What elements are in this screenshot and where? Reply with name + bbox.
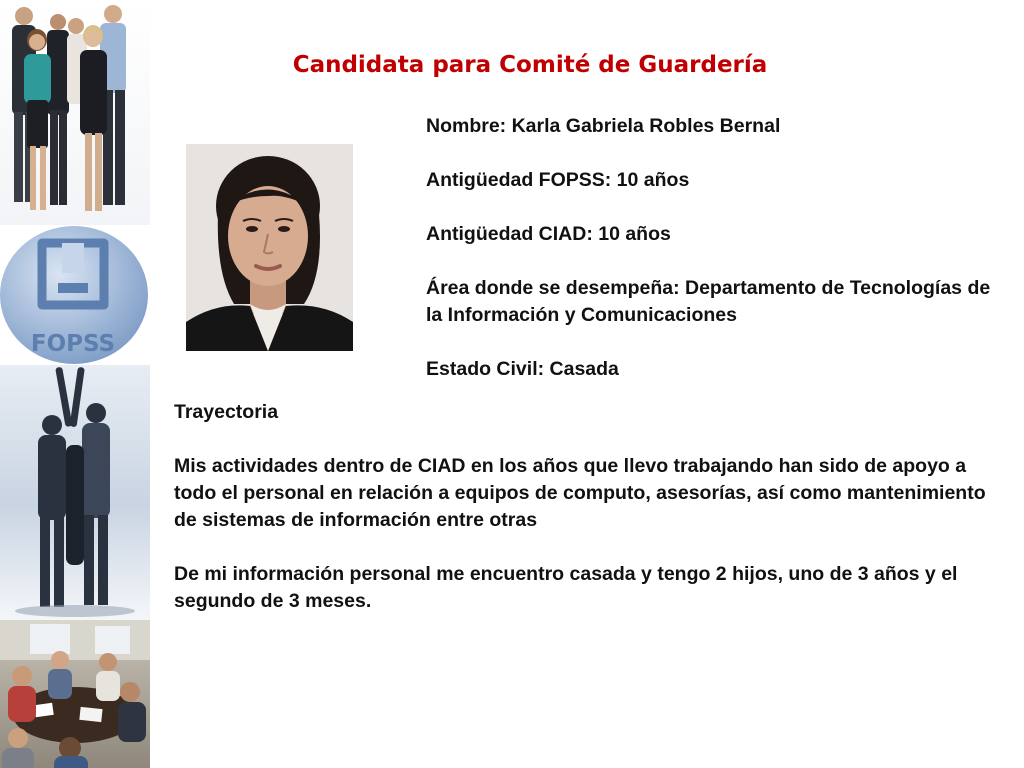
field-fopss-seniority: Antigüedad FOPSS: 10 años — [426, 169, 690, 191]
fopss-logo — [0, 225, 150, 365]
candidate-info — [426, 113, 1006, 383]
trayectoria-paragraph-2: De mi información personal me encuentro casada y tengo 2 hijos, uno de 3 años y el segundo de 3 meses. — [174, 563, 958, 612]
trayectoria-section — [174, 399, 1004, 642]
trayectoria-heading: Trayectoria — [174, 401, 279, 423]
candidate-photo — [186, 144, 353, 351]
field-name: Nombre: Karla Gabriela Robles Bernal — [426, 115, 781, 137]
field-work-area: Área donde se desempeña: Departamento de Tecnologías de la Información y Comunicaciones — [426, 277, 991, 326]
decorative-image-strip — [0, 0, 150, 768]
business-group-photo — [0, 0, 150, 225]
field-marital-status: Estado Civil: Casada — [426, 358, 619, 380]
logo-text: FOPSS — [30, 331, 116, 357]
trayectoria-paragraph-1: Mis actividades dentro de CIAD en los años que llevo trabajando han sido de apoyo a todo el personal en relación a equipos de computo, asesorías, así como mantenimiento de sistemas de información entre otras — [174, 455, 986, 531]
meeting-photo — [0, 620, 150, 768]
field-ciad-seniority: Antigüedad CIAD: 10 años — [426, 223, 671, 245]
slide-title: Candidata para Comité de Guardería — [292, 52, 768, 78]
teamwork-photo — [0, 365, 150, 620]
